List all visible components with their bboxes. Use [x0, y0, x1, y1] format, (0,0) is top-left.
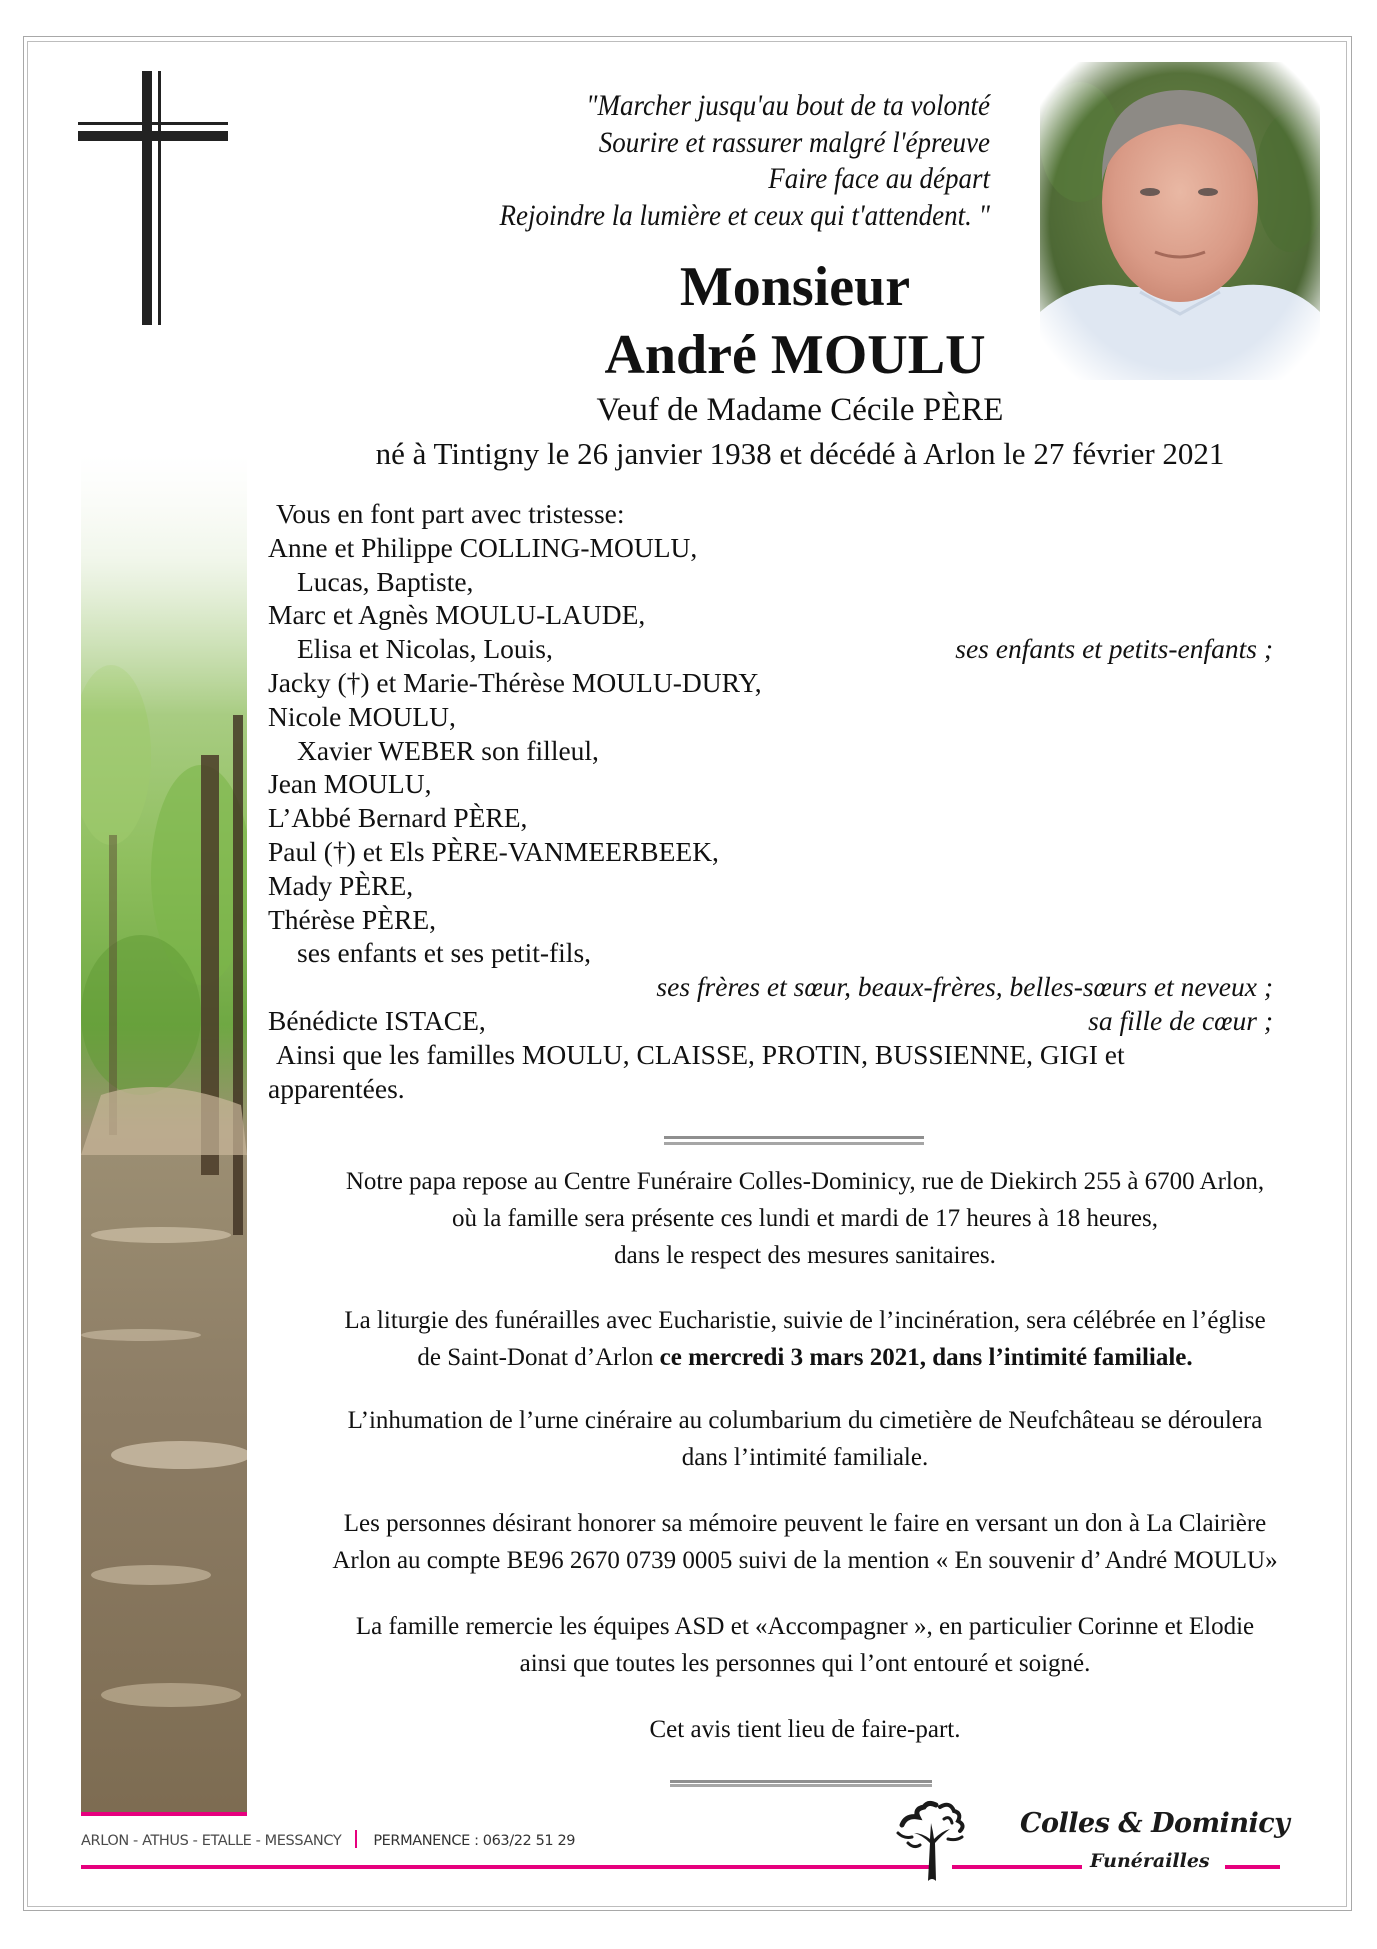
paragraph-inhumation: L’inhumation de l’urne cinéraire au columbarium du cimetière de Neufchâteau se déroulera dans l’intimité familiale. [347, 1407, 1263, 1471]
family-row: Lucas, Baptiste, [297, 565, 474, 597]
family-row [268, 970, 1273, 1004]
portrait-photo [1040, 62, 1320, 380]
footer-locations: ARLON - ATHUS - ETALLE - MESSANCY [81, 1833, 342, 1849]
family-row: L’Abbé Bernard PÈRE, [268, 802, 528, 834]
family-list [268, 497, 1273, 1105]
footer-permanence: PERMANENCE : 063/22 51 29 [373, 1833, 576, 1849]
brand-name: Colles & Dominicy [1020, 1808, 1290, 1839]
footer-accent-line [1225, 1865, 1280, 1869]
family-row: Nicole MOULU, [268, 700, 456, 732]
quote-line: Sourire et rassurer malgré l'épreuve [598, 125, 990, 159]
families-closing-end: apparentées. [268, 1072, 405, 1104]
widow-of: Veuf de Madame Cécile PÈRE [596, 392, 1004, 428]
birth-death-dates: né à Tintigny le 26 janvier 1938 et décédé à Arlon le 27 février 2021 [375, 436, 1225, 471]
relation-label: ses enfants et petits-enfants ; [955, 633, 1273, 665]
family-row: Xavier WEBER son filleul, [297, 734, 599, 766]
paragraph-closing: Cet avis tient lieu de faire-part. [649, 1716, 961, 1743]
divider-bottom [670, 1780, 932, 1787]
brand-subtitle: Funérailles [1090, 1850, 1210, 1872]
quote-line: Rejoindre la lumière et ceux qui t'attendent. " [499, 198, 990, 232]
ceremony-date: ce mercredi 3 mars 2021, dans l’intimité familiale. [659, 1344, 1193, 1371]
quote-line: "Marcher jusqu'au bout de ta volonté [586, 89, 990, 122]
honorific: Monsieur [679, 256, 911, 318]
paragraph-liturgy: La liturgie des funérailles avec Eucharistie, suivie de l’incinération, sera célébrée en l’église de Saint-Donat d’Arlon ce mercredi 3 mars 2021, dans l’intimité familiale. [344, 1307, 1266, 1371]
relation-label: sa fille de cœur ; [1088, 1004, 1273, 1036]
family-intro: Vous en font part avec tristesse: [276, 498, 625, 529]
family-row: Elisa et Nicolas, Louis, ses enfants et petits-enfants ; [297, 633, 1273, 665]
family-row: Marc et Agnès MOULU-LAUDE, [268, 599, 646, 631]
paragraph-visitation: Notre papa repose au Centre Funéraire Colles-Dominicy, rue de Diekirch 255 à 6700 Arlon, où la famille sera présente ces lundi et mardi de 17 heures à 18 heures, dans le respect des mesures sanitaires. [345, 1168, 1265, 1269]
paragraph-donation: Les personnes désirant honorer sa mémoire peuvent le faire en versant un don à La Clairière Arlon au compte BE96 2670 0739 0005 suivi de la mention « En souvenir d’ André MOULU» [332, 1510, 1278, 1574]
family-row: Bénédicte ISTACE, sa fille de cœur ; [268, 1004, 1273, 1036]
memorial-quote [445, 88, 990, 234]
paragraph-thanks: La famille remercie les équipes ASD et «Accompagner », en particulier Corinne et Elodie ainsi que toutes les personnes qui l’ont entouré et soigné. [355, 1613, 1255, 1677]
family-row: Jean MOULU, [268, 768, 432, 800]
quote-line: Faire face au départ [768, 162, 990, 195]
families-closing: Ainsi que les familles MOULU, CLAISSE, PROTIN, BUSSIENNE, GIGI et [276, 1038, 1125, 1070]
footer-accent-line [81, 1865, 931, 1869]
family-row: ses enfants et ses petit-fils, [297, 937, 592, 969]
footer-contact [81, 1830, 575, 1849]
footer-separator [355, 1830, 357, 1848]
forest-path-image [81, 455, 247, 1816]
deceased-name: André MOULU [604, 324, 986, 386]
family-row: Mady PÈRE, [268, 869, 414, 901]
tree-logo-icon [892, 1793, 972, 1883]
family-row: Paul (†) et Els PÈRE-VANMEERBEEK, [268, 835, 719, 867]
family-row: Anne et Philippe COLLING-MOULU, [268, 531, 698, 563]
cross-icon [78, 71, 228, 325]
family-row: Thérèse PÈRE, [268, 903, 437, 935]
relation-label: ses frères et sœur, beaux-frères, belles-sœurs et neveux ; [656, 971, 1273, 1003]
family-row: Jacky (†) et Marie-Thérèse MOULU-DURY, [268, 666, 762, 698]
divider-top [664, 1136, 924, 1145]
